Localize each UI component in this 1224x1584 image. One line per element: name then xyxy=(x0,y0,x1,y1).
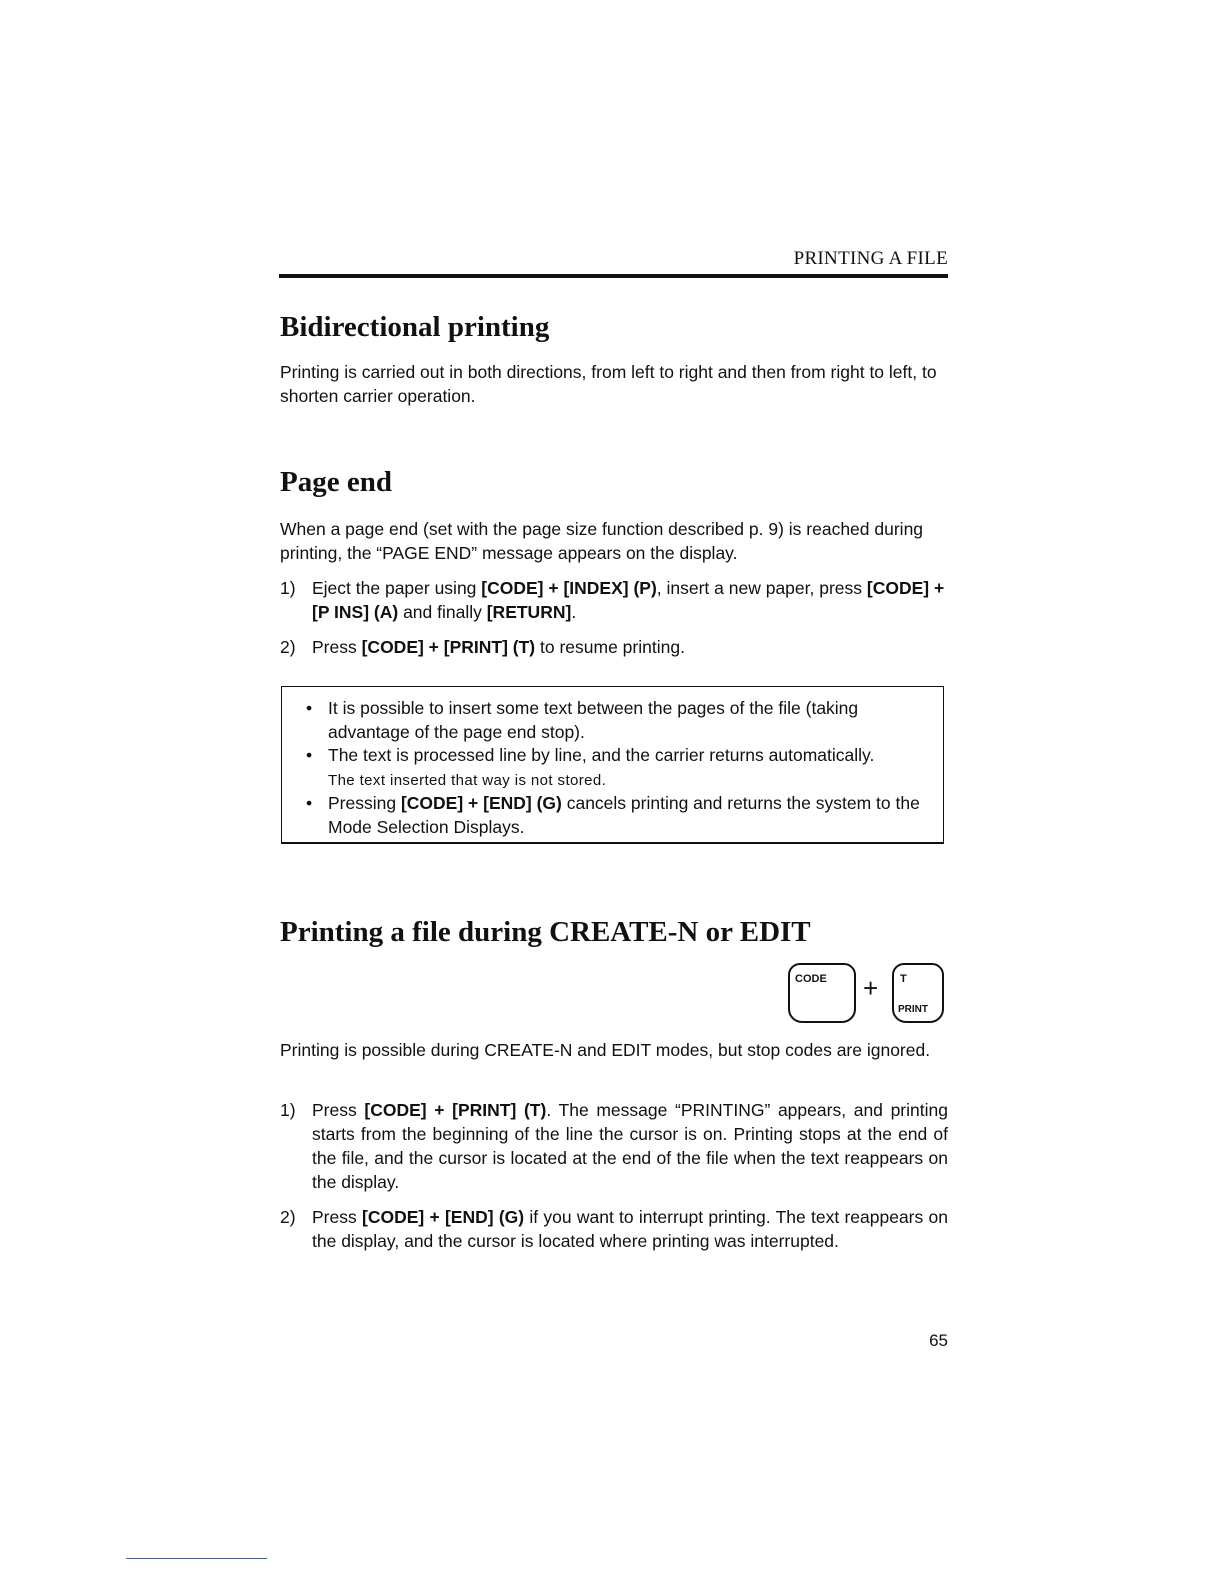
key-sequence: [CODE] + [PRINT] (T) xyxy=(361,637,536,657)
create-edit-paragraph: Printing is possible during CREATE-N and EDIT modes, but stop codes are ignored. xyxy=(280,1040,931,1060)
key-sequence: [CODE] + [INDEX] (P) xyxy=(481,578,657,598)
header-rule xyxy=(279,274,948,278)
key-combination-illustration xyxy=(788,963,944,1025)
heading-page-end: Page end xyxy=(280,466,392,498)
step-text xyxy=(312,576,948,624)
key-sequence: [RETURN] xyxy=(486,602,572,622)
step-number: 2) xyxy=(280,637,296,657)
key-sequence: [CODE] + [PRINT] (T) xyxy=(364,1100,547,1120)
heading-printing-during-create-edit: Printing a file during CREATE-N or EDIT xyxy=(280,916,811,948)
code-key-label: CODE xyxy=(795,973,827,985)
step-text-part: if you want to interrupt printing. The text reappears on the display, and the cursor is located where printing was interrupted. xyxy=(312,1207,948,1251)
bullet-dot: • xyxy=(306,698,313,718)
bullet-dot: • xyxy=(306,793,313,813)
print-key-icon xyxy=(892,963,944,1023)
note-text xyxy=(328,743,926,793)
step-text-part: and finally xyxy=(398,602,487,622)
create-edit-step-2 xyxy=(280,1205,948,1253)
step-text-part: . xyxy=(571,602,577,622)
key-sequence: [CODE] + [P INS] (A) xyxy=(312,578,945,622)
bidirectional-paragraph: Printing is carried out in both directions, from left to right and then from right to left, to shorten carrier operation. xyxy=(280,362,937,406)
heading-bidirectional-printing: Bidirectional printing xyxy=(280,311,550,343)
plus-sign: + xyxy=(863,973,879,1003)
bullet-dot: • xyxy=(306,745,313,765)
footer-rule xyxy=(126,1558,267,1559)
key-sequence: [CODE] + [END] (G) xyxy=(400,793,562,813)
note-item xyxy=(306,791,926,839)
step-text xyxy=(312,1098,948,1194)
print-key-label: PRINT xyxy=(898,1004,928,1015)
step-text-part: Press xyxy=(312,1100,365,1120)
running-head: PRINTING A FILE xyxy=(793,248,948,269)
create-edit-step-1 xyxy=(280,1098,948,1194)
page-end-step-1 xyxy=(280,576,948,624)
note-text-main: The text is processed line by line, and the carrier returns automatically. xyxy=(328,745,875,765)
note-item xyxy=(306,696,926,744)
step-text xyxy=(312,1205,948,1253)
page-end-step-2 xyxy=(280,635,948,659)
step-text xyxy=(312,635,948,659)
step-text-part: Press xyxy=(312,637,362,657)
note-text-part: cancels printing and returns the system to the Mode Selection Displays. xyxy=(328,793,920,837)
note-text-part: Pressing xyxy=(328,793,401,813)
step-text-part: to resume printing. xyxy=(535,637,685,657)
step-number: 1) xyxy=(280,578,296,598)
print-key-letter: T xyxy=(900,973,907,985)
note-item xyxy=(306,743,926,793)
note-text-small: The text inserted that way is not stored. xyxy=(328,772,607,789)
note-text xyxy=(328,791,926,839)
step-text-part: , insert a new paper, press xyxy=(656,578,867,598)
page-end-paragraph: When a page end (set with the page size function described p. 9) is reached during printing, the “PAGE END” message appears on the display. xyxy=(280,519,924,563)
step-text-part: Eject the paper using xyxy=(312,578,482,598)
step-text-part: Press xyxy=(312,1207,362,1227)
step-text-part: . The message “PRINTING” appears, and printing starts from the beginning of the line the cursor is on. Printing stops at the end of the file, and the cursor is located at the end of the file when the text reappears on the display. xyxy=(312,1100,948,1192)
page-number: 65 xyxy=(929,1331,948,1350)
step-number: 2) xyxy=(280,1207,296,1227)
key-sequence: [CODE] + [END] (G) xyxy=(362,1207,525,1227)
step-number: 1) xyxy=(280,1100,296,1120)
note-box xyxy=(281,686,944,844)
code-key-icon xyxy=(788,963,856,1023)
note-text: It is possible to insert some text between the pages of the file (taking advantage of the page end stop). xyxy=(328,698,859,742)
